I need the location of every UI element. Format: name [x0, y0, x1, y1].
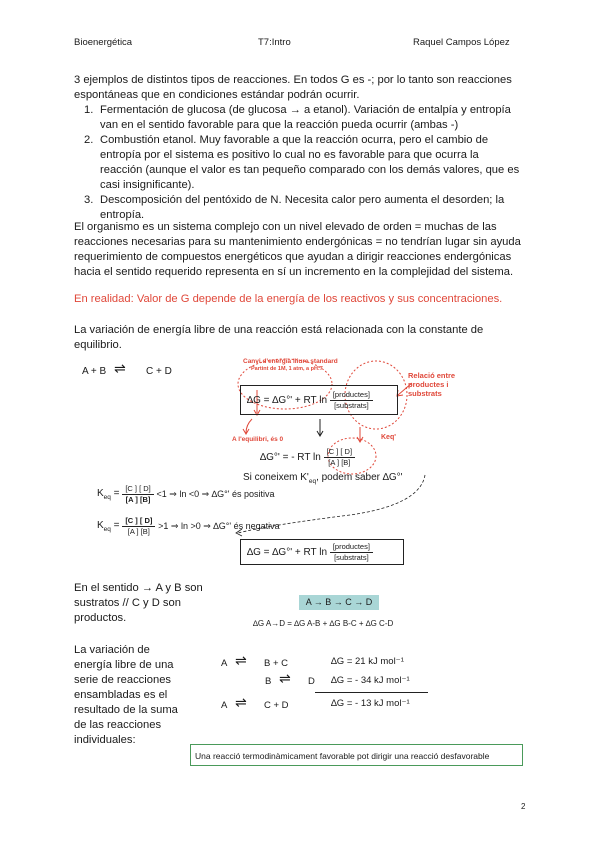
keq-row-2: [97, 516, 280, 537]
header-center: T7:Intro: [258, 37, 291, 48]
relacio-label: Relació entre productes i substrats: [408, 371, 456, 398]
keq-label: Keq': [381, 434, 396, 441]
eq3-left: ∆G = ∆G°' + RT ln: [247, 546, 328, 558]
equilibrium-arrow-icon: ⇌: [279, 670, 290, 686]
eq2-fraction: [324, 447, 355, 468]
eq2-denominator: [A ] [B]: [328, 458, 351, 467]
equation-box-3: [240, 539, 404, 565]
keq1-k: K: [97, 488, 104, 499]
si-coneixem-sub: eq: [308, 478, 317, 485]
equilibrium-arrow-icon: ⇌: [114, 360, 125, 376]
equilibrium-arrow-icon: ⇌: [235, 694, 246, 710]
canvi-sublabel: Partint de 1M, 1 atm, a pH:7: [251, 366, 323, 372]
equilibri-label: A l'equilibri, és 0: [232, 436, 284, 443]
reaction-chain-highlight: A → B → C → D: [299, 595, 379, 610]
si-coneixem-main: Si coneixem K': [243, 472, 309, 483]
eq3-fraction: [330, 542, 373, 563]
reaction-right: C + D: [146, 366, 172, 377]
list-item-number: 1.: [84, 104, 94, 116]
list-item: [74, 193, 524, 223]
list-item-text: Fermentación de glucosa (de glucosa → a etanol). Variación de entalpía y entropía van en el sentido favorable para que la reacción pueda ocurrir (ambas -): [100, 104, 511, 131]
si-coneixem-rest: , podem saber ∆G°': [316, 472, 403, 483]
organism-paragraph: El organismo es un sistema complejo con un nivel elevado de orden = muchas de las reacciones necesarias para su mantenimiento endergónicas = no tendrían lugar sin ayuda requerimiento de compuestos energéticos que ayudan a dirigir reacciones endergónicas hacia el sentido requerido representa en sí un incremento en la complejidad del sistema.: [74, 221, 521, 278]
equation-box-1: [240, 385, 398, 415]
reaction-2-dg: ∆G = - 34 kJ mol⁻¹: [331, 675, 410, 686]
keq1-symbol: $K_{eq}$ =: [97, 488, 123, 501]
keq2-sub: eq: [103, 526, 111, 533]
page-number: 2: [521, 802, 526, 811]
sentido-text: En el sentido → A y B son sustratos // C y D son productos.: [74, 582, 203, 624]
free-energy-diagram: [0, 355, 600, 565]
reaction-left: A + B: [82, 366, 107, 377]
equilibrium-arrow-icon: ⇌: [235, 652, 246, 668]
caption-box: Una reacció termodinàmicament favorable pot dirigir una reacció desfavorable: [190, 744, 523, 766]
red-note: En realidad: Valor de G depende de la energía de los reactivos y sus concentraciones.: [74, 293, 503, 305]
reaction-chain-sum: ∆G A→D = ∆G A-B + ∆G B-C + ∆G C-D: [253, 619, 394, 628]
reaction-3-dg: ∆G = - 13 kJ mol⁻¹: [331, 698, 410, 709]
keq2-k: K: [97, 520, 104, 531]
eq1-numerator: [productes]: [330, 390, 373, 401]
reaction-2-left: B: [265, 676, 272, 687]
list-item-number: 3.: [84, 194, 94, 206]
reaction-1-right: B + C: [264, 658, 289, 669]
keq1-fraction: [122, 484, 153, 505]
examples-list: [74, 103, 524, 223]
eq2-left: ∆G°' = - RT ln: [260, 452, 321, 463]
header-left: Bioenergética: [74, 37, 133, 48]
reaction-3-left: A: [221, 700, 228, 711]
eq1-fraction: [330, 390, 373, 411]
keq2-fraction: [122, 516, 155, 537]
keq-row-1: [97, 484, 274, 505]
list-item-number: 2.: [84, 134, 94, 146]
list-item: [74, 133, 524, 193]
coupled-reactions: [0, 650, 600, 720]
reaction-2-right: D: [308, 676, 315, 687]
eq3-numerator: [productes]: [330, 542, 373, 553]
keq2-numerator: [C ] [ D]: [122, 516, 155, 527]
eq1-left: ∆G = ∆G°' + RT ln: [247, 394, 328, 406]
variacion-text: La variación de energía libre de una serie de reacciones ensambladas es el resultado de la suma de las reacciones individuales:: [74, 644, 178, 746]
equation-2: [260, 447, 355, 468]
reaction-1-dg: ∆G = 21 kJ mol⁻¹: [331, 656, 404, 667]
keq1-numerator: [C ] [ D]: [122, 484, 153, 495]
list-item-text: Combustión etanol. Muy favorable a que la reacción ocurra, pero el cambio de entropía por el sistema es positivo lo cual no es favorable para que ocurra la reacción (aunque el valor es tan pequeño comparado con los demás valores, que es casi insignificante).: [100, 134, 520, 191]
reaction-3-right: C + D: [264, 700, 289, 711]
canvi-label: Canvi d'energia lliure standard: [243, 358, 338, 365]
keq1-condition: <1 ⇒ ln <0 ⇒ ∆G°' és positiva: [156, 489, 275, 499]
eq3-denominator: [substrats]: [334, 552, 369, 562]
list-item-text: Descomposición del pentóxido de N. Necesita calor pero aumenta el desorden; la entropía.: [100, 194, 505, 221]
list-item: [74, 103, 524, 133]
header-right: Raquel Campos López: [413, 37, 510, 48]
intro-paragraph: 3 ejemplos de distintos tipos de reacciones. En todos G es -; por lo tanto son reacciones espontáneas que en condiciones estándar podrán ocurrir.: [74, 74, 512, 101]
keq2-condition: >1 ⇒ ln >0 ⇒ ∆G°' és negativa: [158, 521, 280, 531]
equilibrium-paragraph: La variación de energía libre de una reacción está relacionada con la constante de equilibrio.: [74, 324, 484, 351]
keq1-sub: eq: [103, 494, 111, 501]
keq2-denominator: [A ] [B]: [127, 527, 150, 536]
keq1-denominator: [A ] [B]: [125, 495, 151, 504]
sum-divider: [315, 692, 428, 693]
keq2-symbol: $K_{eq}$ =: [97, 520, 123, 533]
reaction-1-left: A: [221, 658, 228, 669]
eq2-numerator: [C ] [ D]: [324, 447, 355, 458]
eq1-denominator: [substrats]: [334, 400, 369, 410]
